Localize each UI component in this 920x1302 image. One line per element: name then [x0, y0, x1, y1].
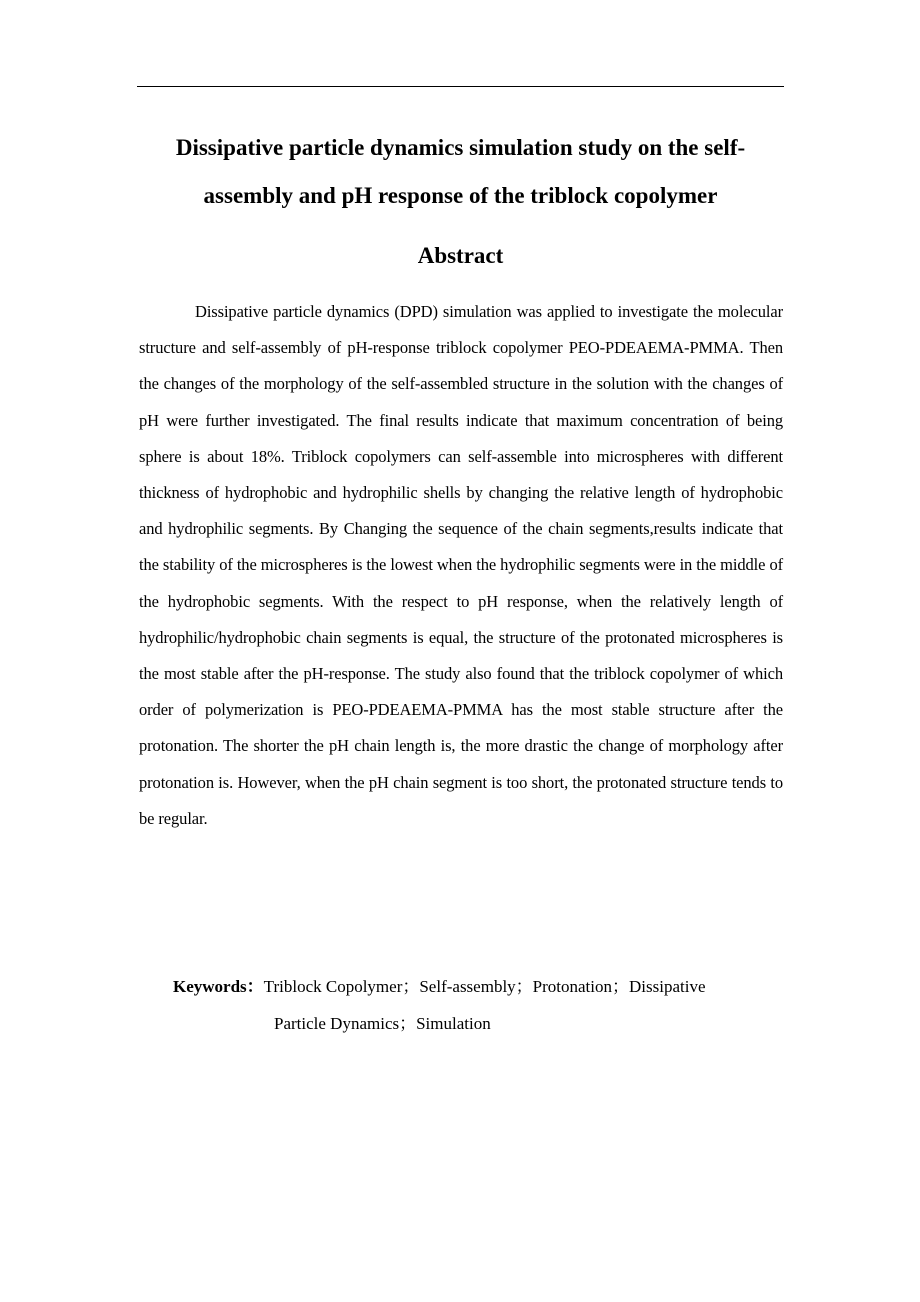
keywords-line-2: Particle Dynamics；Simulation	[274, 1013, 491, 1033]
abstract-body: Dissipative particle dynamics (DPD) simulation was applied to investigate the molecular structure and self-assembly of pH-response triblock copolymer PEO-PDEAEMA-PMMA. Then the changes of the morphology of the self-assembled structure in the solution with the changes of pH were further investigated. The final results indicate that maximum concentration of being sphere is about 18%. Triblock copolymers can self-assemble into microspheres with different thickness of hydrophobic and hydrophilic shells by changing the relative length of hydrophobic and hydrophilic segments. By Changing the sequence of the chain segments,results indicate that the stability of the microspheres is the lowest when the hydrophilic segments were in the middle of the hydrophobic segments. With the respect to pH response, when the relatively length of hydrophilic/hydrophobic chain segments is equal, the structure of the protonated microspheres is the most stable after the pH-response. The study also found that the triblock copolymer of which order of polymerization is PEO-PDEAEMA-PMMA has the most stable structure after the protonation. The shorter the pH chain length is, the more drastic the change of morphology after protonation is. However, when the pH chain segment is too short, the protonated structure tends to be regular.	[139, 302, 783, 828]
keywords	[173, 969, 773, 1042]
keywords-line-1: Triblock Copolymer；Self-assembly；Protonation；Dissipative	[263, 977, 706, 996]
document-title	[137, 124, 784, 220]
title-line-1: Dissipative particle dynamics simulation study on the self-	[175, 135, 746, 160]
keywords-label: Keywords：	[173, 977, 264, 996]
title-line-2: assembly and pH response of the triblock copolymer	[203, 183, 718, 208]
header-rule	[137, 86, 784, 87]
abstract-heading: Abstract	[417, 243, 504, 268]
